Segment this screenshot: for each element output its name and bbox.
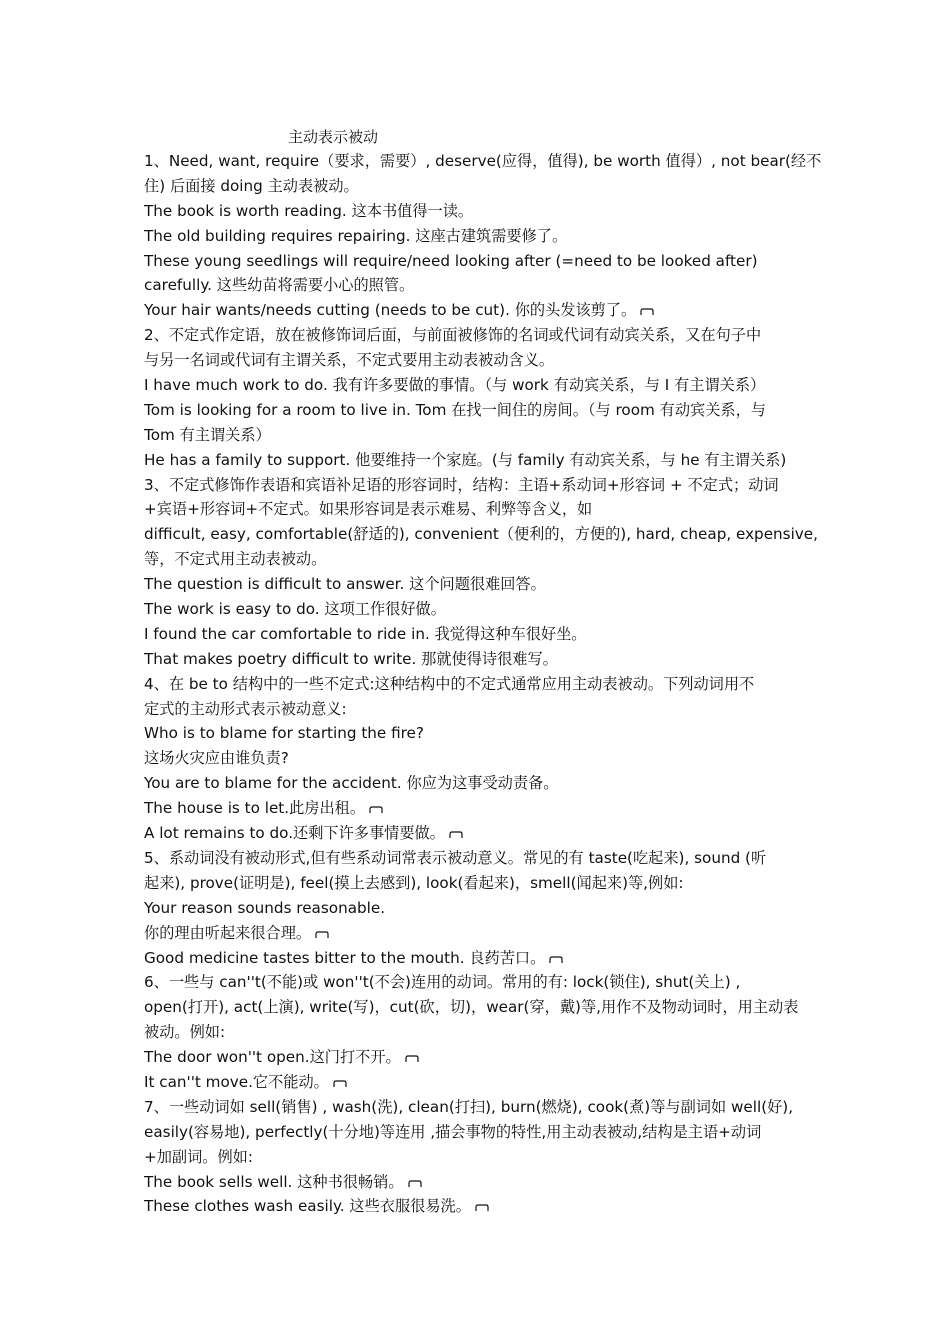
text-line (144, 1120, 810, 1145)
line-text: 2、不定式作定语，放在被修饰词后面，与前面被修饰的名词或代词有动宾关系，又在句子中 (144, 326, 762, 345)
text-line (144, 149, 822, 174)
text-line (144, 1020, 810, 1045)
return-mark-icon (640, 308, 654, 316)
line-text: 与另一名词或代词有主谓关系，不定式要用主动表被动含义。 (144, 351, 555, 370)
return-mark-icon (449, 831, 463, 839)
return-mark-icon (369, 806, 383, 814)
line-text: The old building requires repairing. 这座古建筑需要修了。 (144, 226, 568, 245)
text-line (144, 597, 810, 622)
line-text: It can''t move.它不能动。 (144, 1072, 329, 1091)
line-text: 6、一些与 can''t(不能)或 won''t(不会)连用的动词。常用的有: lock(锁住), shut(关上) , (144, 973, 741, 992)
text-line (144, 896, 810, 921)
line-text: Good medicine tastes bitter to the mouth. 良药苦口。 (144, 948, 546, 967)
text-line (144, 224, 810, 249)
text-line (144, 373, 810, 398)
text-line (144, 547, 810, 572)
return-mark-icon (333, 1080, 347, 1088)
line-text: That makes poetry difficult to write. 那就使得诗很难写。 (144, 649, 558, 668)
line-text: carefully. 这些幼苗将需要小心的照管。 (144, 276, 415, 295)
line-text: 5、系动词没有被动形式,但有些系动词常表示被动意义。常见的有 taste(吃起来), sound (听 (144, 848, 767, 867)
text-line (144, 497, 810, 522)
return-mark-icon (475, 1204, 489, 1212)
line-text: Tom 有主谓关系） (144, 425, 271, 444)
return-mark-icon (549, 956, 563, 964)
line-text: 4、在 be to 结构中的一些不定式:这种结构中的不定式通常应用主动表被动。下列动词用不 (144, 674, 755, 693)
text-line (144, 273, 810, 298)
text-line (144, 1145, 810, 1170)
text-line (144, 1045, 810, 1070)
line-text: A lot remains to do.还剩下许多事情要做。 (144, 824, 445, 843)
line-text: 起来), prove(证明是), feel(摸上去感到), look(看起来)，smell(闻起来)等,例如: (144, 873, 684, 892)
text-line (144, 697, 810, 722)
text-line (144, 423, 810, 448)
text-line (144, 946, 810, 971)
text-line (144, 174, 810, 199)
text-line (144, 1194, 810, 1219)
text-line (144, 970, 810, 995)
line-text: +宾语+形容词+不定式。如果形容词是表示难易、利弊等含义，如 (144, 500, 593, 519)
line-text: easily(容易地), perfectly(十分地)等连用 ,描会事物的特性,用主动表被动,结构是主语+动词 (144, 1122, 762, 1141)
document-title: 主动表示被动 (288, 128, 379, 146)
text-line (144, 199, 810, 224)
line-text: +加副词。例如: (144, 1147, 253, 1166)
line-text: He has a family to support. 他要维持一个家庭。(与 family 有动宾关系，与 he 有主谓关系) (144, 450, 787, 469)
text-line (144, 647, 810, 672)
line-text: 等，不定式用主动表被动。 (144, 550, 327, 569)
text-line (144, 871, 810, 896)
document-body (144, 149, 822, 1219)
line-text: The door won''t open.这门打不开。 (144, 1048, 401, 1067)
text-line (144, 1095, 810, 1120)
line-text: 被动。例如: (144, 1023, 226, 1042)
text-line (144, 921, 810, 946)
text-line (144, 522, 818, 547)
text-line (144, 721, 810, 746)
text-line (144, 348, 810, 373)
return-mark-icon (315, 931, 329, 939)
line-text: I found the car comfortable to ride in. 我觉得这种车很好坐。 (144, 624, 587, 643)
line-text: The house is to let.此房出租。 (144, 799, 366, 818)
text-line (144, 323, 810, 348)
return-mark-icon (408, 1180, 422, 1188)
text-line (144, 821, 810, 846)
text-line (144, 398, 810, 423)
text-line (144, 249, 810, 274)
text-line (144, 746, 810, 771)
text-line (144, 298, 810, 323)
line-text: 住) 后面接 doing 主动表被动。 (144, 176, 359, 195)
line-text: You are to blame for the accident. 你应为这事受动责备。 (144, 774, 559, 793)
text-line (144, 1170, 810, 1195)
line-text: The question is difficult to answer. 这个问题很难回答。 (144, 575, 546, 594)
line-text: Tom is looking for a room to live in. Tom 在找一间住的房间。（与 room 有动宾关系，与 (144, 400, 766, 419)
text-line (144, 448, 810, 473)
line-text: 3、不定式修饰作表语和宾语补足语的形容词时，结构：主语+系动词+形容词 + 不定式；动词 (144, 475, 779, 494)
line-text: Your reason sounds reasonable. (144, 898, 386, 917)
line-text: 7、一些动词如 sell(销售) , wash(洗), clean(打扫), burn(燃烧), cook(煮)等与副词如 well(好), (144, 1097, 794, 1116)
text-line (144, 672, 810, 697)
text-line (144, 622, 810, 647)
line-text: Your hair wants/needs cutting (needs to be cut). 你的头发该剪了。 (144, 301, 637, 320)
line-text: The book sells well. 这种书很畅销。 (144, 1172, 404, 1191)
text-line (144, 995, 810, 1020)
line-text: open(打开), act(上演), write(写)，cut(砍，切)，wear(穿，戴)等,用作不及物动词时，用主动表 (144, 998, 799, 1017)
line-text: 1、Need, want, require（要求，需要）, deserve(应得，值得), be worth 值得）, not bear(经不 (144, 152, 822, 170)
return-mark-icon (405, 1055, 419, 1063)
text-line (144, 796, 810, 821)
line-text: These clothes wash easily. 这些衣服很易洗。 (144, 1197, 471, 1216)
line-text: 定式的主动形式表示被动意义: (144, 699, 347, 718)
text-line (144, 572, 810, 597)
text-line (144, 1070, 810, 1095)
text-line (144, 473, 810, 498)
line-text: These young seedlings will require/need looking after (=need to be looked after) (144, 251, 758, 270)
line-text: The book is worth reading. 这本书值得一读。 (144, 201, 474, 220)
line-text: 这场火灾应由谁负责? (144, 749, 289, 768)
line-text: I have much work to do. 我有许多要做的事情。（与 work 有动宾关系，与 I 有主谓关系） (144, 376, 766, 395)
line-text: The work is easy to do. 这项工作很好做。 (144, 600, 446, 619)
text-line (144, 846, 810, 871)
line-text: difficult, easy, comfortable(舒适的), convenient（便利的，方便的), hard, cheap, expensive, (144, 525, 818, 544)
line-text: 你的理由听起来很合理。 (144, 923, 312, 942)
text-line (144, 771, 810, 796)
line-text: Who is to blame for starting the fire? (144, 724, 424, 743)
